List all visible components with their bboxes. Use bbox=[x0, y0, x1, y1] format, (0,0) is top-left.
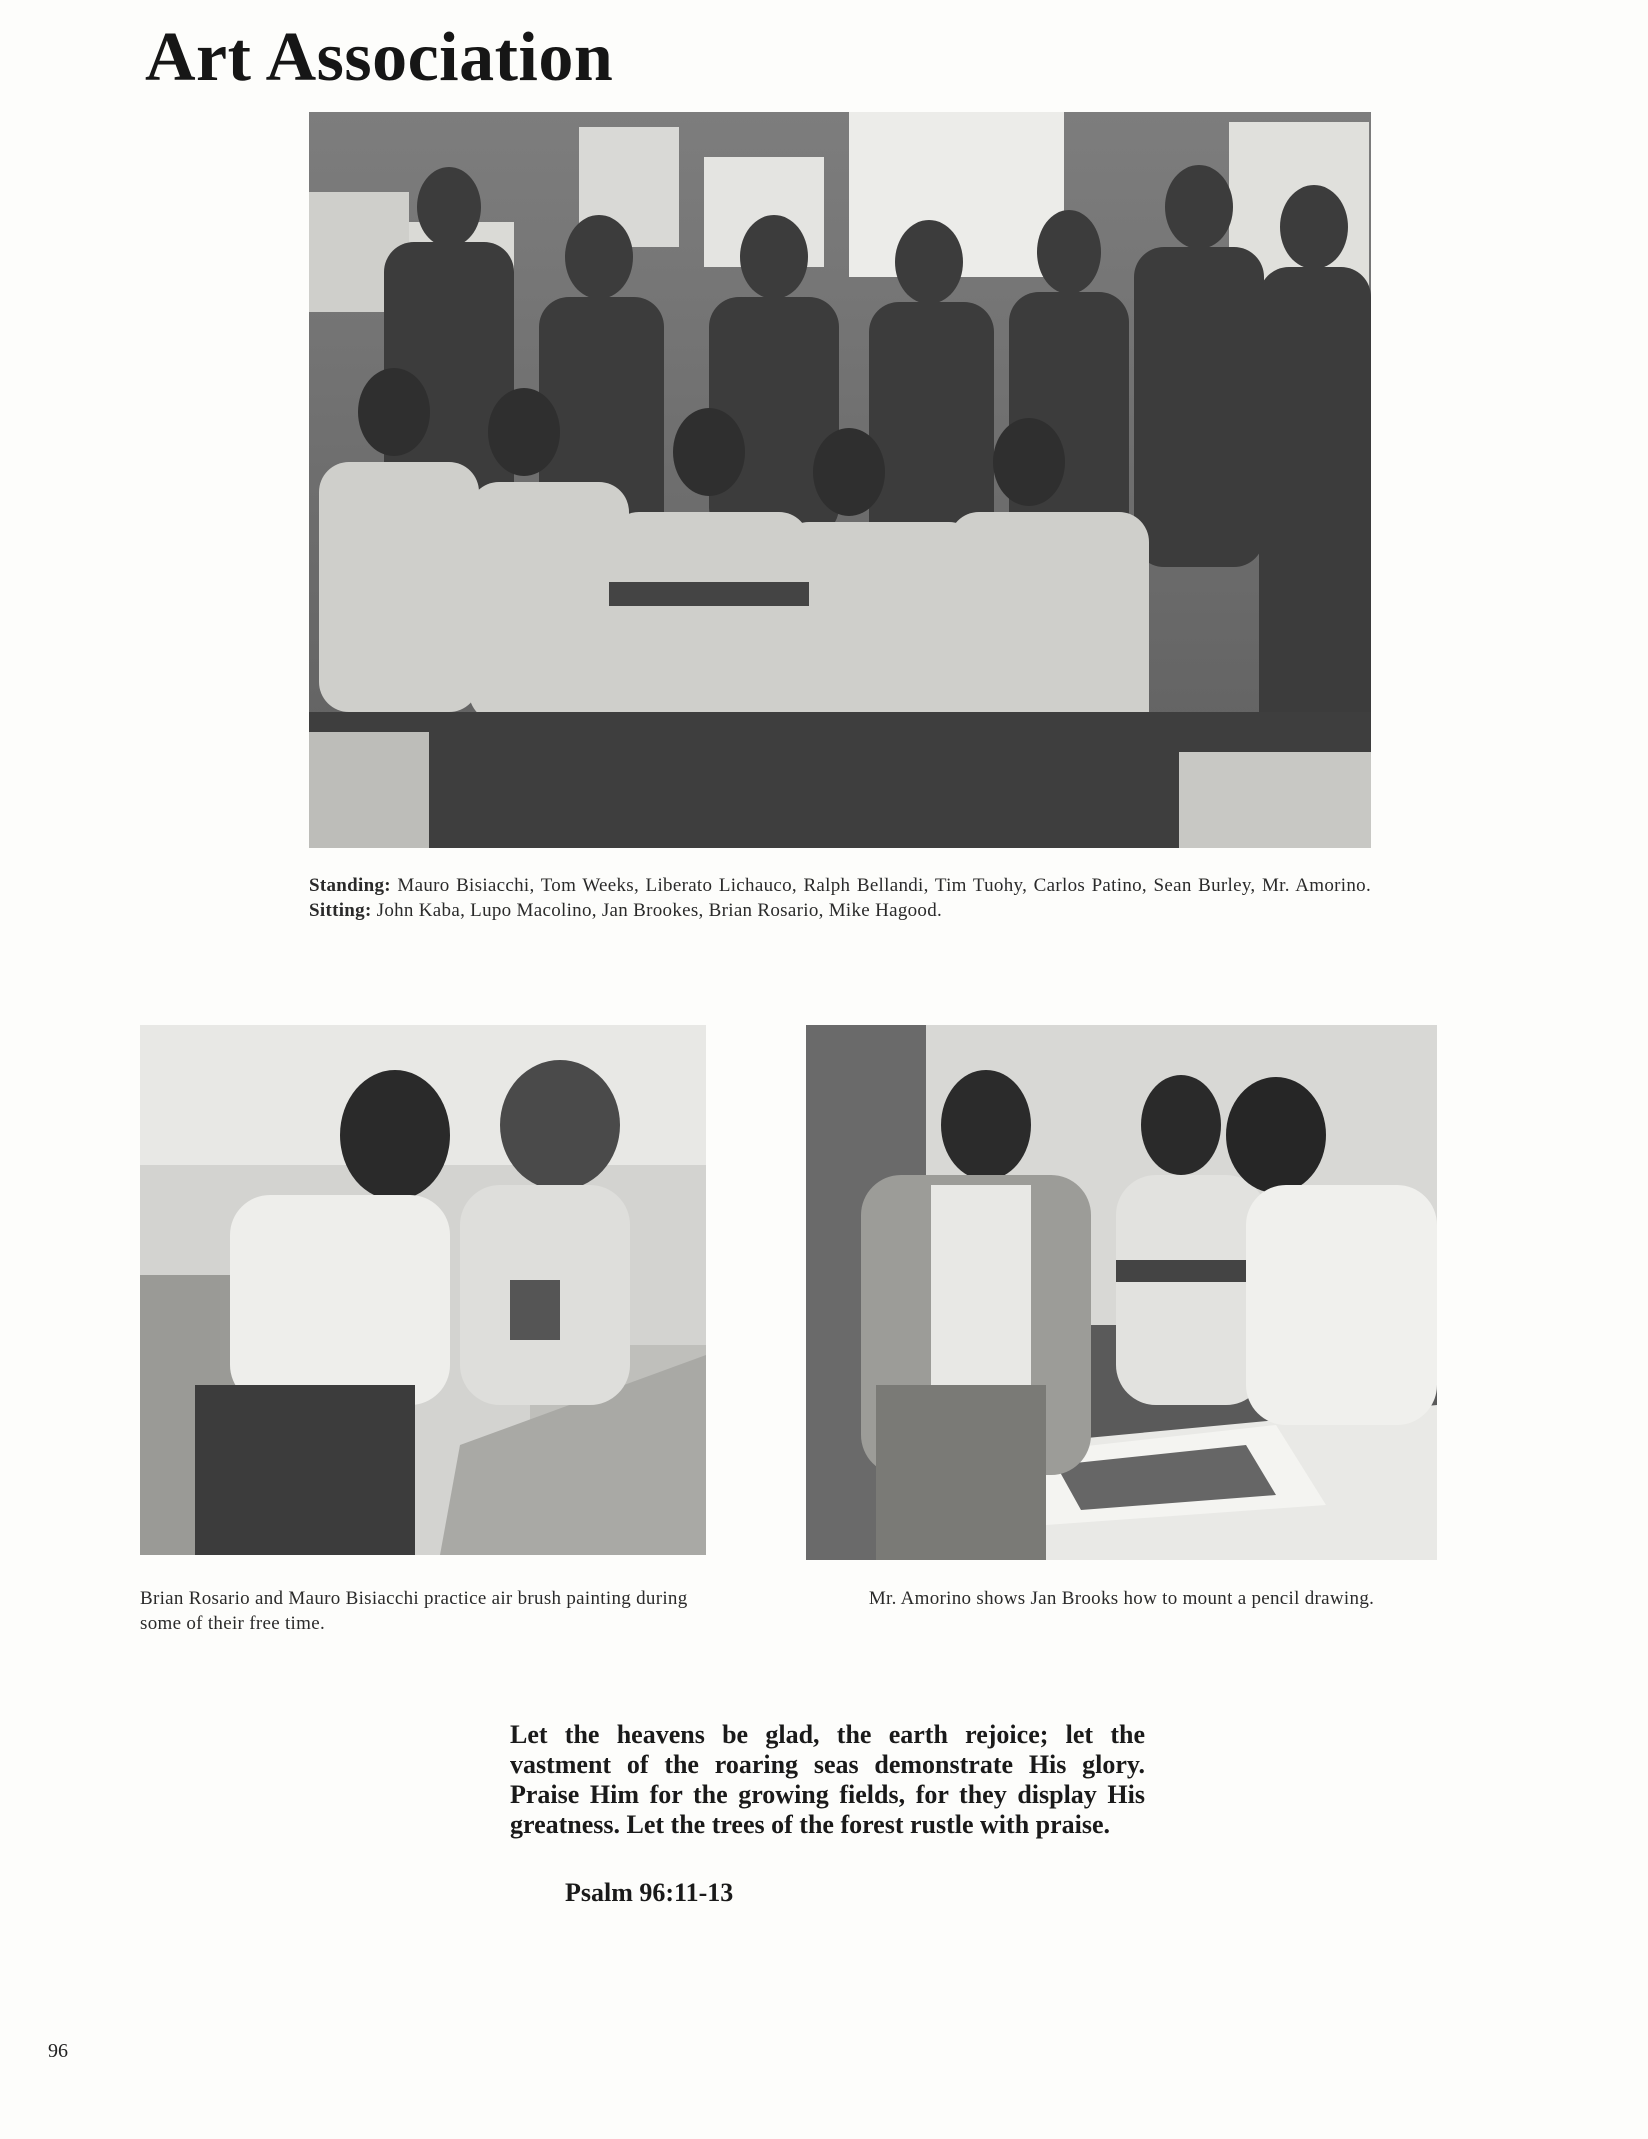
airbrush-photo bbox=[140, 1025, 706, 1555]
sitting-label: Sitting: bbox=[309, 900, 372, 921]
airbrush-photo-caption: Brian Rosario and Mauro Bisiacchi practice air brush painting during some of their free time. bbox=[140, 1588, 688, 1634]
group-photo-caption bbox=[309, 873, 1371, 923]
page-number: 96 bbox=[48, 2040, 68, 2062]
scripture-verse: Let the heavens be glad, the earth rejoice; let the vastment of the roaring seas demonstrate His glory. Praise Him for the growing fields, for they display His greatness. Let the trees of the forest rustle with praise. bbox=[510, 1720, 1145, 1839]
page-title: Art Association bbox=[145, 19, 614, 96]
mount-photo-image bbox=[806, 1025, 1437, 1560]
airbrush-photo-image bbox=[140, 1025, 706, 1555]
mount-photo-caption: Mr. Amorino shows Jan Brooks how to mount a pencil drawing. bbox=[868, 1588, 1375, 1609]
group-photo-image bbox=[309, 112, 1371, 848]
standing-label: Standing: bbox=[309, 875, 391, 896]
sitting-names: John Kaba, Lupo Macolino, Jan Brookes, Brian Rosario, Mike Hagood. bbox=[376, 900, 943, 921]
group-photo bbox=[309, 112, 1371, 848]
scripture-reference: Psalm 96:11-13 bbox=[565, 1878, 734, 1907]
mount-photo bbox=[806, 1025, 1437, 1560]
standing-names: Mauro Bisiacchi, Tom Weeks, Liberato Lichauco, Ralph Bellandi, Tim Tuohy, Carlos Patino, Sean Burley, Mr. Amorino. bbox=[397, 875, 1371, 896]
